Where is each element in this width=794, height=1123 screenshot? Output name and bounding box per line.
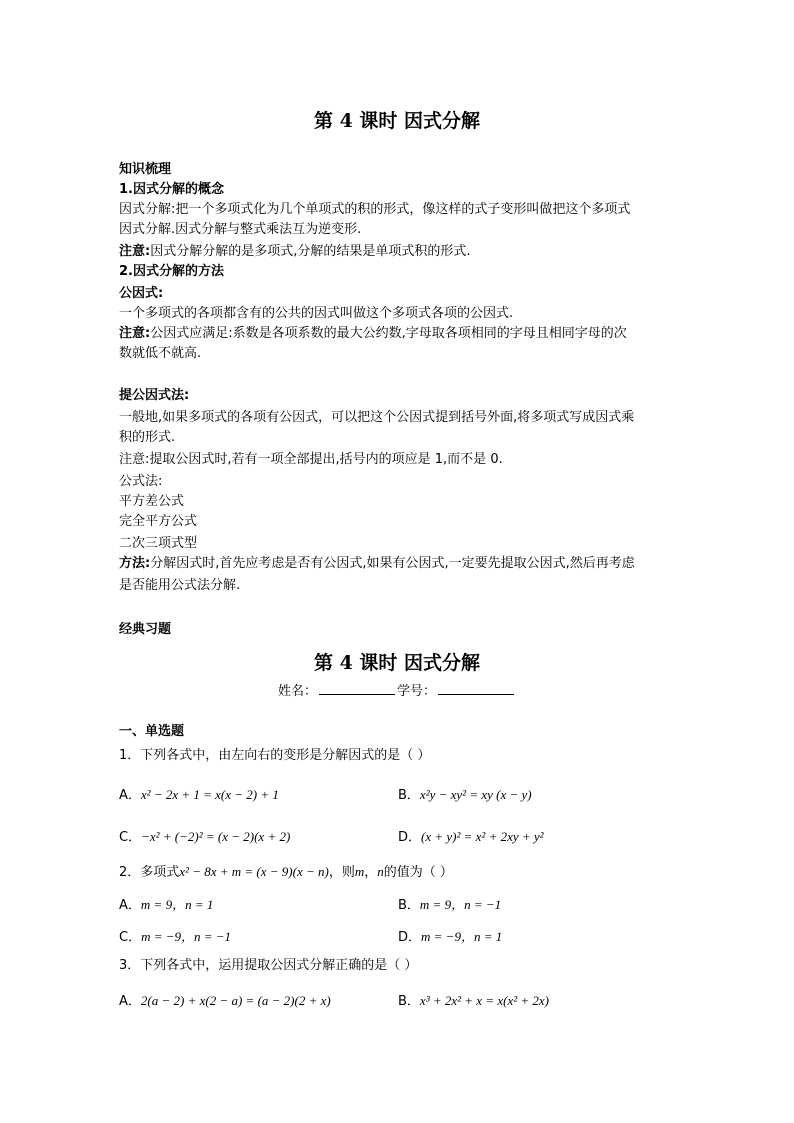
note-1-label: 注意: xyxy=(119,244,151,259)
section-single-choice: 一、单选题 xyxy=(119,724,185,739)
formula-method: 公式法: xyxy=(119,474,163,489)
note-1-text: 因式分解分解的是多项式,分解的结果是单项式积的形式. xyxy=(150,244,471,259)
formula-3: 二次三项式型 xyxy=(119,536,198,551)
formula-2: 完全平方公式 xyxy=(119,514,198,529)
exercises-heading: 经典习题 xyxy=(119,622,172,637)
q2-option-c[interactable]: C．m = −9，n = −1 xyxy=(119,929,232,945)
note-2-text-2: 数就低不就高. xyxy=(119,346,202,361)
q1-option-b[interactable]: B．x²y − xy² = xy (x − y) xyxy=(398,787,532,803)
method-text-1: 分解因式时,首先应考虑是否有公因式,如果有公因式,一定要先提取公因式,然后再考虑 xyxy=(150,556,635,571)
q1-option-a[interactable]: A．x² − 2x + 1 = x(x − 2) + 1 xyxy=(119,787,279,803)
q1-option-d-expr: (x + y)² = x² + 2xy + y² xyxy=(421,829,544,844)
formula-1: 平方差公式 xyxy=(119,494,185,509)
question-2: 2．多项式x² − 8x + m = (x − 9)(x − n)，则m，n的值为（ ） xyxy=(119,864,453,880)
note-3: 注意:提取公因式时,若有一项全部提出,括号内的项应是 1,而不是 0. xyxy=(119,452,503,467)
section-1-text-1: 因式分解:把一个多项式化为几个单项式的积的形式，像这样的式子变形叫做把这个多项式 xyxy=(119,202,631,217)
id-blank[interactable] xyxy=(438,682,514,695)
factor-out-text-1: 一般地,如果多项式的各项有公因式，可以把这个公因式提到括号外面,将多项式写成因式乘 xyxy=(119,410,635,425)
page-title: 第 4 课时 因式分解 xyxy=(313,110,481,132)
name-id-row xyxy=(0,680,794,699)
exercises-title: 第 4 课时 因式分解 xyxy=(313,652,481,674)
q1-option-d[interactable]: D．(x + y)² = x² + 2xy + y² xyxy=(398,829,544,845)
note-1 xyxy=(119,242,679,262)
id-label: 学号： xyxy=(397,684,437,699)
note-2 xyxy=(119,324,679,344)
q1-option-a-expr: x² − 2x + 1 = x(x − 2) + 1 xyxy=(140,787,279,802)
q1-option-c[interactable]: C．−x² + (−2)² = (x − 2)(x + 2) xyxy=(119,829,291,845)
method-text-2: 是否能用公式法分解. xyxy=(119,578,241,593)
section-2-title: 2.因式分解的方法 xyxy=(119,264,224,279)
method-label: 方法: xyxy=(119,556,151,571)
q3-option-b[interactable]: B．x³ + 2x² + x = x(x² + 2x) xyxy=(398,993,549,1009)
name-blank[interactable] xyxy=(319,682,395,695)
name-label: 姓名： xyxy=(277,684,317,699)
q2-option-d[interactable]: D．m = −9，n = 1 xyxy=(398,929,503,945)
note-2-label: 注意: xyxy=(119,326,151,341)
method xyxy=(119,554,679,574)
common-factor-label: 公因式: xyxy=(119,286,164,301)
common-factor-text: 一个多项式的各项都含有的公共的因式叫做这个多项式各项的公因式. xyxy=(119,306,514,321)
question-1: 1．下列各式中，由左向右的变形是分解因式的是（ ） xyxy=(119,748,431,763)
q1-option-c-expr: −x² + (−2)² = (x − 2)(x + 2) xyxy=(141,829,291,844)
q1-option-b-expr: x²y − xy² = xy (x − y) xyxy=(419,787,532,802)
q2-option-b[interactable]: B．m = 9，n = −1 xyxy=(398,897,502,913)
factor-out-text-2: 积的形式. xyxy=(119,430,176,445)
q3-option-a[interactable]: A．2(a − 2) + x(2 − a) = (a − 2)(2 + x) xyxy=(119,993,331,1009)
note-2-text: 公因式应满足:系数是各项系数的最大公约数,字母取各项相同的字母且相同字母的次 xyxy=(150,326,627,341)
q2-expression: x² − 8x + m = (x − 9)(x − n) xyxy=(179,864,329,879)
question-3: 3．下列各式中，运用提取公因式分解正确的是（ ） xyxy=(119,958,418,973)
factor-out-label: 提公因式法: xyxy=(119,388,190,403)
q2-option-a[interactable]: A．m = 9，n = 1 xyxy=(119,897,214,913)
section-1-title: 1.因式分解的概念 xyxy=(119,182,224,197)
knowledge-heading: 知识梳理 xyxy=(119,162,172,177)
section-1-text-2: 因式分解.因式分解与整式乘法互为逆变形. xyxy=(119,222,362,237)
